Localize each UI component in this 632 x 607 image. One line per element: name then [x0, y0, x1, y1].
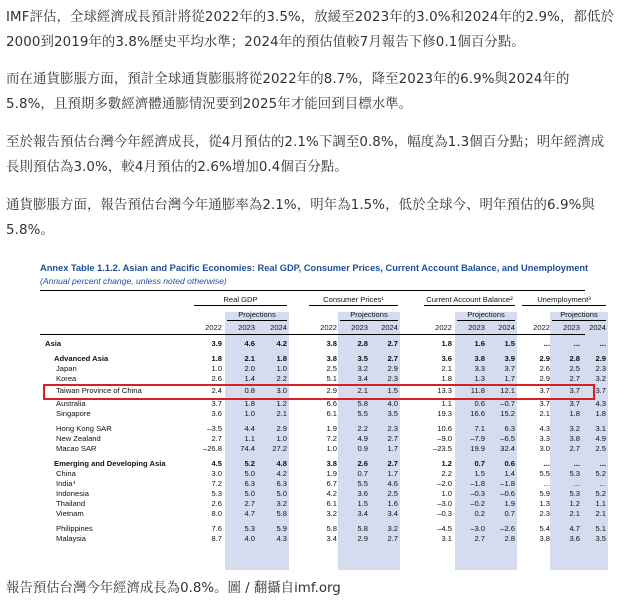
table-cell: 3.5: [387, 409, 398, 418]
table-cell: 8.7: [211, 534, 222, 543]
table-cell: –0.2: [470, 499, 485, 508]
projections-rule: [457, 320, 515, 321]
table-cell: 3.6: [211, 409, 222, 418]
table-cell: 0.9: [357, 444, 368, 453]
table-cell: 2.5: [326, 364, 337, 373]
table-cell: 5.9: [276, 524, 287, 533]
table-cell: 5.1: [326, 374, 337, 383]
table-cell: 3.6: [357, 489, 368, 498]
table-cell: 3.5: [595, 534, 606, 543]
table-cell: 2.7: [387, 534, 398, 543]
table-cell: 3.1: [595, 424, 606, 433]
table-cell: 4.7: [569, 524, 580, 533]
table-cell: 2.3: [387, 424, 398, 433]
table-cell: 1.5: [387, 386, 398, 395]
year-header: 2023: [238, 323, 255, 332]
table-cell: ...: [573, 339, 580, 348]
table-cell: 6.1: [326, 409, 337, 418]
table-cell: 2.3: [539, 509, 550, 518]
table-cell: 2.2: [276, 374, 287, 383]
year-header: 2022: [435, 323, 452, 332]
table-cell: 5.5: [357, 409, 368, 418]
table-cell: 6.7: [326, 479, 337, 488]
table-cell: 2.6: [539, 364, 550, 373]
table-cell: 3.8: [326, 339, 337, 348]
table-cell: 0.2: [474, 509, 485, 518]
table-cell: 1.1: [595, 499, 606, 508]
table-cell: –0.3: [437, 509, 452, 518]
table-row-label: Macao SAR: [56, 444, 97, 453]
table-cell: 4.5: [211, 459, 222, 468]
table-cell: 1.3: [539, 499, 550, 508]
table-cell: 2.1: [276, 409, 287, 418]
table-cell: 2.9: [539, 374, 550, 383]
table-cell: 2.0: [244, 364, 255, 373]
table-cell: ...: [599, 339, 606, 348]
group-header-rule: [309, 305, 398, 306]
table-cell: –9.0: [437, 434, 452, 443]
table-cell: 5.3: [211, 489, 222, 498]
table-cell: 1.0: [276, 434, 287, 443]
projections-rule: [227, 320, 287, 321]
table-cell: 2.3: [595, 364, 606, 373]
table-cell: 2.9: [326, 386, 337, 395]
table-row-label: Vietnam: [56, 509, 84, 518]
table-title: Annex Table 1.1.2. Asian and Pacific Economies: Real GDP, Consumer Prices, Current Account Balance, and Unemployment: [40, 263, 589, 273]
table-row-label: Philippines: [56, 524, 93, 533]
paragraph-global-inflation: 而在通貨膨脹方面，預計全球通貨膨脹將從2022年的8.7%，降至2023年的6.9%與2024年的5.8%，且預期多數經濟體通膨情況要到2025年才能回到目標水準。: [6, 72, 570, 112]
table-cell: –1.8: [500, 479, 515, 488]
table-cell: 2.7: [569, 374, 580, 383]
table-cell: 3.7: [595, 386, 606, 395]
table-cell: 15.2: [500, 409, 515, 418]
table-cell: 10.6: [437, 424, 452, 433]
table-header-rule: [40, 334, 585, 335]
table-cell: 1.5: [474, 469, 485, 478]
table-cell: 1.7: [387, 469, 398, 478]
table-cell: 5.8: [357, 524, 368, 533]
table-cell: 5.0: [244, 489, 255, 498]
table-cell: 3.0: [539, 444, 550, 453]
table-cell: 3.7: [539, 399, 550, 408]
table-cell: 3.0: [211, 469, 222, 478]
table-cell: 1.7: [387, 444, 398, 453]
table-cell: 3.2: [569, 424, 580, 433]
table-cell: 1.6: [387, 499, 398, 508]
table-cell: 2.9: [539, 354, 550, 363]
table-cell: 7.2: [326, 434, 337, 443]
table-cell: 3.8: [569, 434, 580, 443]
year-header: 2022: [320, 323, 337, 332]
table-row-label: Malaysia: [56, 534, 86, 543]
table-cell: 4.3: [539, 424, 550, 433]
table-cell: 1.4: [504, 469, 515, 478]
table-cell: 2.1: [595, 509, 606, 518]
table-cell: 2.9: [357, 534, 368, 543]
year-header: 2023: [351, 323, 368, 332]
table-cell: 2.6: [211, 499, 222, 508]
table-cell: 1.8: [595, 409, 606, 418]
table-cell: 3.9: [211, 339, 222, 348]
table-cell: 3.7: [504, 364, 515, 373]
table-cell: 3.8: [326, 354, 337, 363]
table-cell: 2.2: [441, 469, 452, 478]
table-row-label: Australia: [56, 399, 86, 408]
table-cell: 0.7: [504, 509, 515, 518]
table-cell: 2.7: [387, 459, 398, 468]
table-cell: 4.6: [244, 339, 255, 348]
table-cell: –2.0: [437, 479, 452, 488]
table-cell: 5.3: [569, 489, 580, 498]
table-cell: 3.2: [276, 499, 287, 508]
table-cell: ...: [573, 479, 580, 488]
table-cell: 3.8: [326, 459, 337, 468]
table-cell: 3.3: [474, 364, 485, 373]
table-cell: ...: [543, 459, 550, 468]
table-cell: 2.7: [387, 354, 398, 363]
table-cell: 2.7: [387, 434, 398, 443]
table-cell: 1.8: [276, 354, 287, 363]
table-cell: 1.5: [357, 499, 368, 508]
year-header: 2022: [205, 323, 222, 332]
table-cell: 0.6: [474, 399, 485, 408]
table-cell: 1.9: [326, 424, 337, 433]
table-cell: 3.3: [539, 434, 550, 443]
table-cell: 4.3: [276, 534, 287, 543]
table-cell: 1.8: [441, 374, 452, 383]
table-cell: 32.4: [500, 444, 515, 453]
table-cell: 3.7: [569, 399, 580, 408]
table-cell: 1.2: [276, 399, 287, 408]
table-cell: 4.6: [387, 479, 398, 488]
year-header: 2024: [498, 323, 515, 332]
table-cell: 4.0: [244, 534, 255, 543]
table-cell: 12.1: [500, 386, 515, 395]
table-cell: 19.9: [470, 444, 485, 453]
table-cell: –23.5: [432, 444, 452, 453]
table-cell: 3.9: [504, 354, 515, 363]
table-cell: 6.1: [326, 499, 337, 508]
table-cell: 1.3: [474, 374, 485, 383]
table-row-label: Advanced Asia: [54, 354, 109, 363]
table-cell: 1.7: [504, 374, 515, 383]
table-cell: 3.0: [276, 386, 287, 395]
table-cell: 11.8: [470, 386, 485, 395]
group-header: Real GDP: [223, 295, 258, 304]
table-cell: –2.6: [500, 524, 515, 533]
table-cell: 2.1: [357, 386, 368, 395]
table-cell: –0.7: [500, 399, 515, 408]
table-cell: 16.6: [470, 409, 485, 418]
table-cell: 4.4: [244, 424, 255, 433]
table-cell: –7.9: [470, 434, 485, 443]
table-cell: 3.5: [357, 354, 368, 363]
table-cell: ...: [543, 339, 550, 348]
table-cell: 3.2: [387, 524, 398, 533]
table-cell: 4.9: [595, 434, 606, 443]
table-row-label: India⁴: [56, 479, 76, 488]
group-header-rule: [522, 305, 606, 306]
table-row-label: Korea: [56, 374, 77, 383]
table-cell: 1.8: [244, 399, 255, 408]
table-cell: –3.0: [437, 499, 452, 508]
year-header: 2023: [468, 323, 485, 332]
group-header: Unemployment³: [537, 295, 591, 304]
table-cell: 1.2: [569, 499, 580, 508]
table-cell: 2.8: [357, 339, 368, 348]
group-header: Consumer Prices¹: [323, 295, 384, 304]
table-cell: 4.3: [595, 399, 606, 408]
table-cell: 6.3: [244, 479, 255, 488]
table-cell: 2.7: [474, 534, 485, 543]
table-cell: 2.8: [504, 534, 515, 543]
table-cell: 2.7: [211, 434, 222, 443]
table-cell: 5.5: [357, 479, 368, 488]
table-cell: 13.3: [437, 386, 452, 395]
table-cell: 5.2: [595, 469, 606, 478]
table-cell: 7.1: [474, 424, 485, 433]
table-cell: 1.0: [326, 444, 337, 453]
table-cell: 5.4: [539, 524, 550, 533]
table-cell: 3.4: [357, 374, 368, 383]
table-cell: 2.1: [569, 509, 580, 518]
table-cell: 3.4: [387, 509, 398, 518]
table-cell: 5.1: [595, 524, 606, 533]
table-cell: 3.2: [326, 509, 337, 518]
table-cell: 2.4: [211, 386, 222, 395]
table-cell: 5.0: [276, 489, 287, 498]
table-cell: 3.6: [441, 354, 452, 363]
table-cell: 2.6: [211, 374, 222, 383]
group-header: Current Account Balance²: [426, 295, 513, 304]
table-cell: 4.2: [276, 339, 287, 348]
table-row-label: Taiwan Province of China: [56, 386, 142, 395]
table-cell: 1.0: [276, 364, 287, 373]
table-row-label: Hong Kong SAR: [56, 424, 112, 433]
group-header-rule: [194, 305, 287, 306]
table-cell: 1.0: [211, 364, 222, 373]
table-cell: 4.9: [357, 434, 368, 443]
table-row-label: New Zealand: [56, 434, 101, 443]
group-header-rule: [424, 305, 515, 306]
table-cell: 2.1: [244, 354, 255, 363]
table-cell: 4.7: [244, 509, 255, 518]
table-cell: 3.1: [441, 534, 452, 543]
table-cell: 1.9: [504, 499, 515, 508]
imf-annex-table-image: [40, 263, 606, 570]
table-cell: 7.2: [211, 479, 222, 488]
table-cell: ...: [543, 479, 550, 488]
table-cell: 1.0: [244, 409, 255, 418]
table-row-label: Thailand: [56, 499, 86, 508]
table-cell: 0.6: [504, 459, 515, 468]
table-cell: 3.7: [569, 386, 580, 395]
year-header: 2024: [270, 323, 287, 332]
table-cell: 1.1: [441, 399, 452, 408]
table-cell: 3.7: [539, 386, 550, 395]
table-cell: 4.8: [276, 459, 287, 468]
table-cell: 1.4: [244, 374, 255, 383]
table-cell: 3.8: [539, 534, 550, 543]
table-cell: 5.8: [276, 509, 287, 518]
table-cell: 1.9: [326, 469, 337, 478]
table-cell: 27.2: [272, 444, 287, 453]
table-cell: 1.8: [569, 409, 580, 418]
paragraph-global-growth: IMF評估，全球經濟成長預計將從2022年的3.5%，放緩至2023年的3.0%和2024年的2.9%，都低於2000到2019年的3.8%歷史平均水準；2024年的預估值較7月報告下修0.1個百分點。: [6, 10, 614, 50]
table-cell: 0.7: [474, 459, 485, 468]
table-cell: 2.5: [595, 444, 606, 453]
table-row-label: Singapore: [56, 409, 91, 418]
table-cell: –0.6: [500, 489, 515, 498]
table-cell: 2.7: [569, 444, 580, 453]
table-cell: 2.9: [276, 424, 287, 433]
table-row-label: Emerging and Developing Asia: [54, 459, 166, 468]
table-cell: 0.8: [244, 386, 255, 395]
table-cell: 2.9: [387, 364, 398, 373]
projections-rule: [340, 320, 398, 321]
table-cell: 3.4: [326, 534, 337, 543]
table-cell: –3.0: [470, 524, 485, 533]
table-cell: 6.3: [504, 424, 515, 433]
projections-rule: [552, 320, 606, 321]
table-cell: 1.5: [504, 339, 515, 348]
table-cell: 4.0: [387, 399, 398, 408]
table-cell: 2.2: [357, 424, 368, 433]
taiwan-row-highlight: [43, 384, 595, 400]
table-cell: 6.3: [276, 479, 287, 488]
table-cell: 74.4: [240, 444, 255, 453]
table-cell: 6.6: [326, 399, 337, 408]
table-cell: 5.3: [244, 524, 255, 533]
table-cell: 5.2: [595, 489, 606, 498]
table-cell: 5.5: [539, 469, 550, 478]
projections-label: Projections: [238, 310, 276, 319]
table-cell: 1.8: [211, 354, 222, 363]
table-cell: ...: [573, 459, 580, 468]
table-cell: 3.6: [569, 534, 580, 543]
table-cell: 2.8: [569, 354, 580, 363]
table-cell: 2.3: [387, 374, 398, 383]
table-cell: –3.5: [207, 424, 222, 433]
table-cell: –26.8: [202, 444, 222, 453]
table-cell: 1.6: [474, 339, 485, 348]
year-header: 2024: [381, 323, 398, 332]
table-cell: 3.4: [357, 509, 368, 518]
table-cell: 4.2: [276, 469, 287, 478]
table-top-rule: [40, 290, 585, 291]
image-caption: 報告預估台灣今年經濟成長為0.8%。圖 / 翻攝自imf.org: [6, 581, 341, 596]
table-cell: 3.7: [211, 399, 222, 408]
paragraph-taiwan-growth: 至於報告預估台灣今年經濟成長，從4月預估的2.1%下調至0.8%，幅度為1.3個百分點；明年經濟成長則預估為3.0%，較4月預估的2.6%增加0.4個百分點。: [6, 135, 605, 175]
table-cell: 5.9: [539, 489, 550, 498]
year-header: 2024: [589, 323, 606, 332]
year-header: 2023: [563, 323, 580, 332]
table-cell: 8.0: [211, 509, 222, 518]
table-cell: 5.8: [326, 524, 337, 533]
table-cell: –4.5: [437, 524, 452, 533]
table-cell: 5.8: [357, 399, 368, 408]
table-cell: 1.1: [244, 434, 255, 443]
table-cell: 2.5: [569, 364, 580, 373]
table-cell: 5.3: [569, 469, 580, 478]
table-subtitle: (Annual percent change, unless noted otherwise): [40, 276, 227, 286]
table-cell: 3.8: [474, 354, 485, 363]
table-row-label: Japan: [56, 364, 77, 373]
table-cell: ...: [599, 459, 606, 468]
table-cell: 0.7: [357, 469, 368, 478]
table-cell: 7.6: [211, 524, 222, 533]
year-header: 2022: [533, 323, 550, 332]
table-cell: 3.2: [357, 364, 368, 373]
table-cell: 19.3: [437, 409, 452, 418]
projections-label: Projections: [467, 310, 505, 319]
table-row-label: Indonesia: [56, 489, 89, 498]
table-cell: 2.1: [539, 409, 550, 418]
paragraph-taiwan-inflation: 通貨膨脹方面，報告預估台灣今年通膨率為2.1%，明年為1.5%，低於全球今、明年預估的6.9%與5.8%。: [6, 198, 595, 238]
table-cell: 5.0: [244, 469, 255, 478]
table-cell: 2.7: [244, 499, 255, 508]
table-row-label: Asia: [45, 339, 62, 348]
table-cell: –1.8: [470, 479, 485, 488]
table-cell: 1.0: [441, 489, 452, 498]
table-cell: 1.8: [441, 339, 452, 348]
table-cell: 2.9: [595, 354, 606, 363]
table-cell: 3.2: [595, 374, 606, 383]
table-cell: –0.3: [470, 489, 485, 498]
table-cell: 4.2: [326, 489, 337, 498]
table-cell: 1.2: [441, 459, 452, 468]
projections-label: Projections: [560, 310, 598, 319]
projections-label: Projections: [350, 310, 388, 319]
table-row-label: China: [56, 469, 76, 478]
table-cell: 2.1: [441, 364, 452, 373]
table-cell: ...: [599, 479, 606, 488]
table-cell: 2.5: [387, 489, 398, 498]
table-cell: 5.2: [244, 459, 255, 468]
table-cell: 2.7: [387, 339, 398, 348]
table-cell: 2.6: [357, 459, 368, 468]
table-cell: –6.5: [500, 434, 515, 443]
